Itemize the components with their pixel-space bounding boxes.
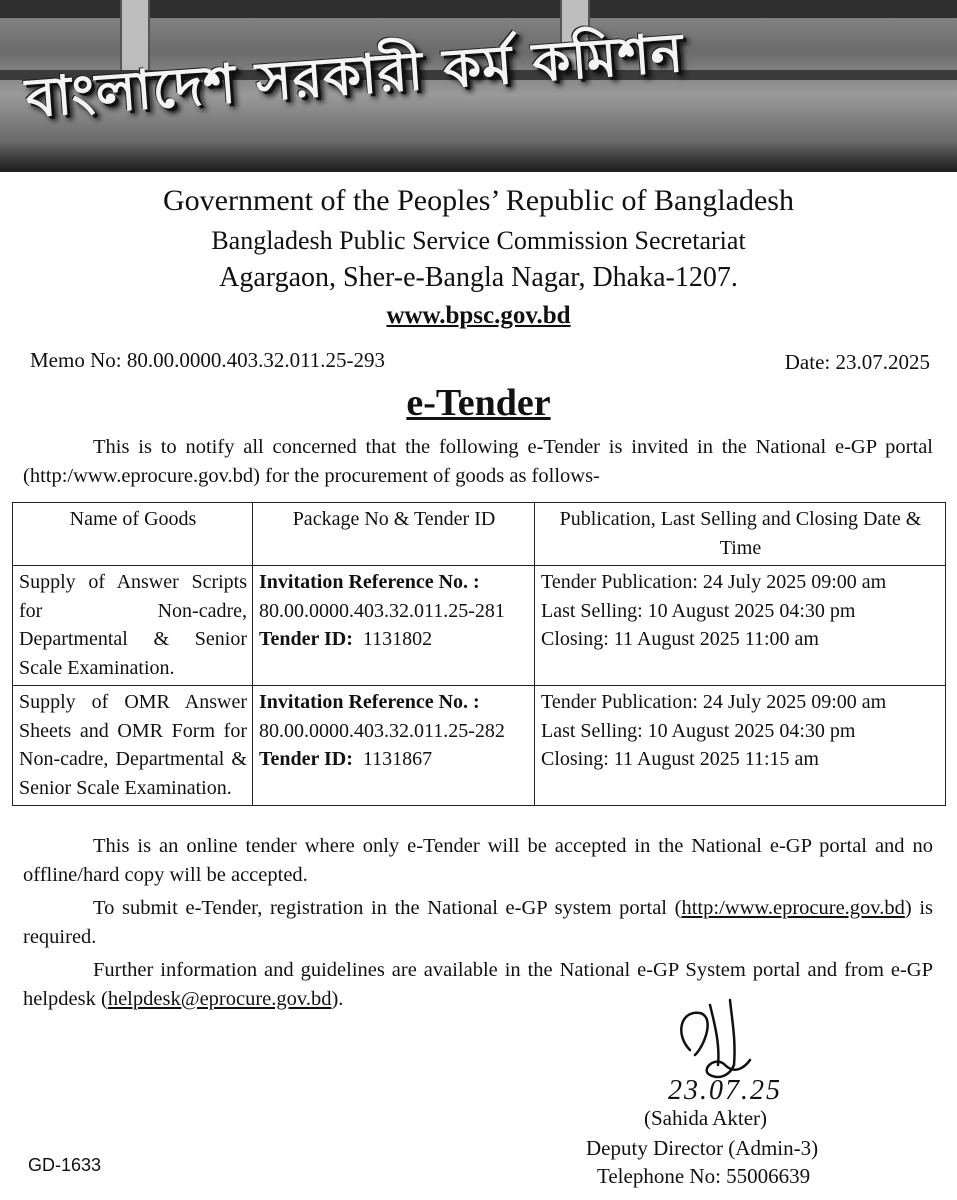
- column-header-goods: Name of Goods: [13, 503, 253, 566]
- website-link-line: [0, 302, 957, 330]
- government-title: Government of the Peoples’ Republic of Bangladesh: [163, 184, 794, 217]
- memo-number: Memo No: 80.00.0000.403.32.011.25-293: [30, 348, 386, 372]
- dates-cell: [535, 566, 946, 686]
- invitation-ref-number: 80.00.0000.403.32.011.25-282: [259, 719, 505, 742]
- invitation-ref-label: Invitation Reference No. :: [259, 691, 480, 713]
- signatory-designation: Deputy Director (Admin-3): [586, 1136, 819, 1160]
- publication-date: Tender Publication: 24 July 2025 09:00 am: [541, 691, 887, 713]
- gd-code: GD-1633: [28, 1155, 102, 1175]
- closing-date: Closing: 11 August 2025 11:00 am: [541, 628, 819, 650]
- column-header-package: Package No & Tender ID: [253, 503, 535, 566]
- secretariat-title: Bangladesh Public Service Commission Secretariat: [211, 226, 746, 255]
- notice-date: Date: 23.07.2025: [784, 350, 930, 374]
- notice-title-text: e-Tender: [406, 382, 551, 424]
- table-row: [13, 686, 946, 806]
- handwritten-signature: [670, 995, 810, 1085]
- helpdesk-email-link[interactable]: helpdesk@eprocure.gov.bd: [107, 987, 332, 1010]
- column-header-dates: Publication, Last Selling and Closing Date & Time: [535, 503, 946, 566]
- signatory-telephone: Telephone No: 55006639: [597, 1164, 811, 1188]
- signatory-name: (Sahida Akter): [644, 1106, 768, 1130]
- office-address: Agargaon, Sher-e-Bangla Nagar, Dhaka-1207.: [219, 262, 738, 293]
- online-tender-paragraph: This is an online tender where only e-Tender will be accepted in the National e-GP portal and no offline/hard copy will be accepted.: [23, 835, 933, 886]
- package-cell: [253, 566, 535, 686]
- tender-table: [12, 502, 946, 806]
- tender-id-line: [259, 745, 529, 774]
- registration-paragraph: To submit e-Tender, registration in the National e-GP system portal (http:/www.eprocure.gov.bd) is required.: [23, 897, 934, 948]
- tender-id-label: Tender ID:: [259, 748, 353, 770]
- header-banner-photo: [0, 0, 957, 172]
- tender-id-value: 1131867: [362, 748, 433, 770]
- eprocure-link[interactable]: http:/www.eprocure.gov.bd: [681, 897, 905, 919]
- closing-date: Closing: 11 August 2025 11:15 am: [541, 748, 819, 770]
- goods-cell: Supply of Answer Scripts for Non-cadre, Departmental & Senior Scale Examination.: [13, 566, 253, 686]
- dates-cell: [535, 686, 946, 806]
- signboard-text: বাংলাদেশ সরকারী কর্ম কমিশন: [23, 20, 686, 130]
- last-selling-date: Last Selling: 10 August 2025 04:30 pm: [541, 719, 856, 742]
- table-row: [13, 566, 946, 686]
- tender-id-label: Tender ID:: [259, 628, 353, 650]
- notice-title: [0, 381, 957, 425]
- table-header-row: [13, 503, 946, 566]
- invitation-ref-number: 80.00.0000.403.32.011.25-281: [259, 599, 505, 622]
- goods-cell: Supply of OMR Answer Sheets and OMR Form for Non-cadre, Departmental & Senior Scale Examination.: [13, 686, 253, 806]
- last-selling-date: Last Selling: 10 August 2025 04:30 pm: [541, 599, 856, 622]
- publication-date: Tender Publication: 24 July 2025 09:00 am: [541, 571, 887, 593]
- website-link[interactable]: www.bpsc.gov.bd: [386, 302, 571, 329]
- tender-id-value: 1131802: [362, 628, 433, 650]
- handwritten-date: 23.07.25: [668, 1075, 782, 1106]
- package-cell: [253, 686, 535, 806]
- tender-id-line: [259, 625, 529, 654]
- helpdesk-paragraph: Further information and guidelines are available in the National e-GP System portal and from e-GP helpdesk (helpdesk@eprocure.gov.bd).: [23, 959, 933, 1010]
- intro-paragraph: This is to notify all concerned that the following e-Tender is invited in the National e-GP portal (http:/www.eprocure.gov.bd) for the procurement of goods as follows-: [23, 436, 933, 487]
- invitation-ref-label: Invitation Reference No. :: [259, 571, 480, 593]
